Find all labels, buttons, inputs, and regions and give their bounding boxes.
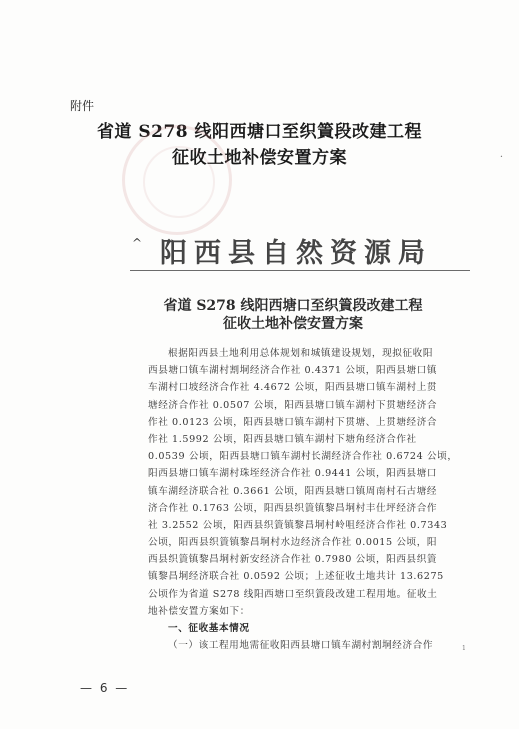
body-line: 济合作社 0.1763 公顷，阳西县织篢镇黎昌垌村丰仕坪经济合作 <box>148 502 438 514</box>
body-line: 0.0539 公顷，阳西县塘口镇车湖村长湖经济合作社 0.6724 公顷， <box>148 451 458 463</box>
body-line: 公顷作为省道 S278 线阳西塘口至织篢段改建工程用地。征收土 <box>148 588 438 600</box>
document-title-line-1: 省道 S278 线阳西塘口至织篢段改建工程 <box>96 122 423 142</box>
body-line: 社 3.2552 公顷，阳西县织篢镇黎昌垌村岭咀经济合作社 0.7343 <box>148 519 448 531</box>
side-dot-mark: · <box>499 152 503 163</box>
body-line: 镇黎昌垌经济联合社 0.0592 公顷；上述征收土地共计 13.6275 <box>148 571 444 583</box>
body-line: 作社 0.0123 公顷，阳西县塘口镇车湖村下贯塘、上贯塘经济合 <box>148 416 438 428</box>
document-title-line-2: 征收土地补偿安置方案 <box>172 148 347 168</box>
letterhead-title: 阳西县自然资源局 <box>160 238 432 269</box>
body-line: 塘经济合作社 0.0507 公顷，阳西县塘口镇车湖村下贯塘经济合 <box>148 399 438 411</box>
subtitle-line-2: 征收土地补偿安置方案 <box>223 316 363 332</box>
body-line: 作社 1.5992 公顷，阳西县塘口镇车湖村下塘角经济合作社 <box>148 433 417 445</box>
section-first-line: （一）该工程用地需征收阳西县塘口镇车湖村割垌经济合作 <box>168 640 434 652</box>
body-line: 根据阳西县土地利用总体规划和城镇建设规划，现拟征收阳 <box>168 348 434 359</box>
section-heading: 一、征收基本情况 <box>168 623 250 634</box>
body-line: 阳西县塘口镇车湖村珠垤经济合作社 0.9441 公顷，阳西县塘口 <box>148 468 438 480</box>
body-line: 西县织篢镇黎昌垌村新安经济合作社 0.7980 公顷，阳西县织篢 <box>148 554 438 566</box>
subtitle-line-1: 省道 S278 线阳西塘口至织篢段改建工程 <box>163 298 423 314</box>
seal-inner-ring <box>143 146 215 218</box>
body-line: 公顷，阳西县织篢镇黎昌垌村水边经济合作社 0.0015 公顷，阳 <box>148 537 438 549</box>
body-line: 镇车湖经济联合社 0.3661 公顷，阳西县塘口镇周南村石古塘经 <box>148 485 438 497</box>
body-line: 西县塘口镇车湖村割垌经济合作社 0.4371 公顷，阳西县塘口镇 <box>148 365 438 377</box>
letterhead-divider <box>130 270 470 271</box>
page-tick-mark: 1 <box>462 645 466 652</box>
body-line: 车湖村口坡经济合作社 4.4672 公顷，阳西县塘口镇车湖村上贯 <box>148 382 438 394</box>
attachment-label: 附件 <box>70 99 95 113</box>
page-number: — 6 — <box>80 681 130 695</box>
body-text <box>148 345 463 654</box>
letterhead-mark: ^ <box>132 236 143 250</box>
body-line: 地补偿安置方案如下： <box>148 605 250 617</box>
faded-seal-stamp <box>122 125 232 235</box>
